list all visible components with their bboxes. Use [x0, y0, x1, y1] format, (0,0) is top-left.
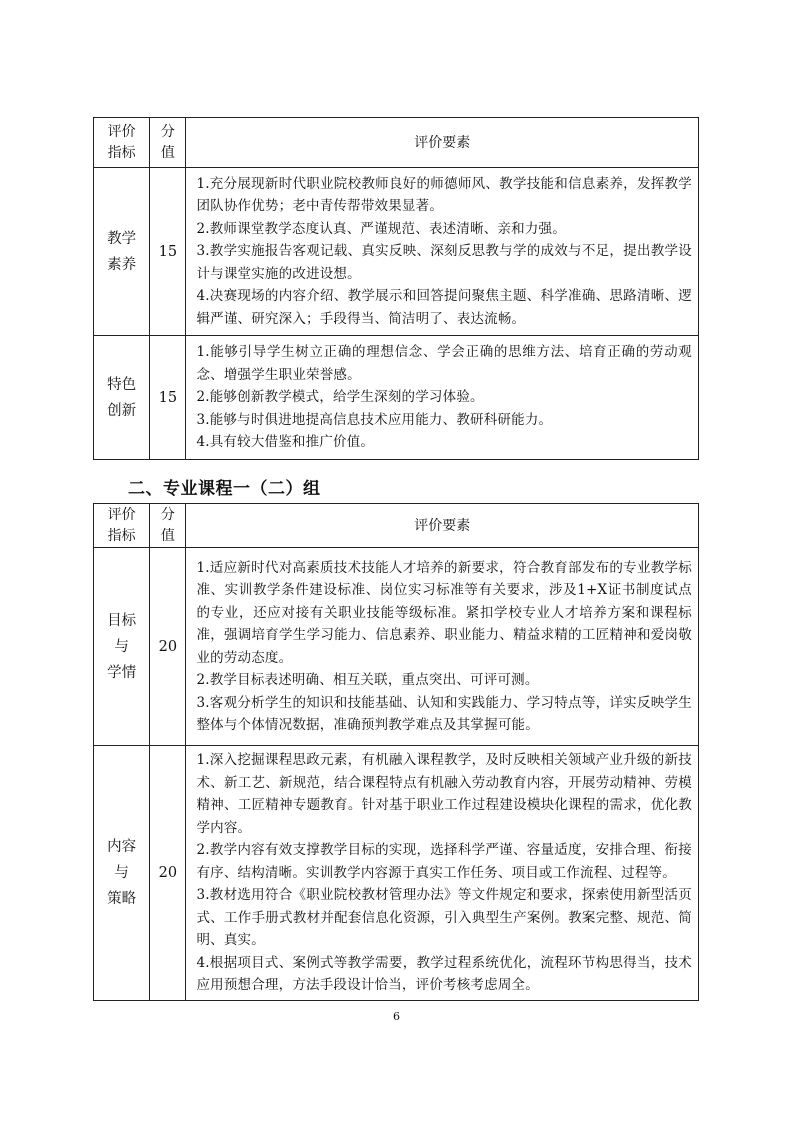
- header-score: 分 值: [150, 504, 186, 548]
- score-cell: 15: [150, 168, 186, 336]
- page-number: 6: [393, 1010, 400, 1023]
- table-row: [94, 548, 699, 746]
- requirement-item: 1.深入挖掘课程思政元素，有机融入课程教学，及时反映相关领域产业升级的新技术、新工艺、新规范，结合课程特点有机融入劳动教育内容，开展劳动精神、劳模精神、工匠精神专题教育。针对基于职业工作过程建设模块化课程的需求，优化教学内容。: [196, 752, 692, 836]
- header-indicator: 评价 指标: [94, 504, 150, 548]
- indicator-cell: 内容 与 策略: [94, 746, 150, 1001]
- header-requirements: 评价要素: [186, 118, 699, 168]
- requirement-item: 3.教材选用符合《职业院校教材管理办法》等文件规定和要求，探索使用新型活页式、工作手册式教材并配套信息化资源，引入典型生产案例。教案完整、规范、简明、真实。: [196, 887, 692, 948]
- indicator-cell: 特色 创新: [94, 336, 150, 460]
- requirements-cell: [186, 548, 699, 746]
- requirement-item: 2.教学目标表述明确、相互关联，重点突出、可评可测。: [196, 672, 539, 688]
- requirement-item: 2.教师课堂教学态度认真、严谨规范、表述清晰、亲和力强。: [196, 220, 566, 237]
- requirement-item: 1.充分展现新时代职业院校教师良好的师德师风、教学技能和信息素养，发挥教学团队协作优势；老中青传帮带效果显著。: [196, 175, 692, 215]
- indicator-cell: 教学 素养: [94, 168, 150, 336]
- requirements-cell: [186, 168, 699, 336]
- score-cell: 15: [150, 336, 186, 460]
- requirement-item: 3.教学实施报告客观记载、真实反映、深刻反思教与学的成效与不足，提出教学设计与课堂实施的改进设想。: [196, 243, 692, 282]
- requirements-cell: [186, 746, 699, 1001]
- header-indicator: 评价 指标: [94, 118, 150, 168]
- requirement-item: 2.教学内容有效支撑教学目标的实现，选择科学严谨、容量适度，安排合理、衔接有序、结构清晰。实训教学内容源于真实工作任务、项目或工作流程、过程等。: [196, 842, 692, 881]
- evaluation-table-1: [93, 117, 699, 460]
- score-cell: 20: [150, 746, 186, 1001]
- score-cell: 20: [150, 548, 186, 746]
- requirement-item: 4.具有较大借鉴和推广价值。: [196, 434, 375, 451]
- requirement-item: 1.适应新时代对高素质技术技能人才培养的新要求，符合教育部发布的专业教学标准、实训教学条件建设标准、岗位实习标准等有关要求，涉及1+X证书制度试点的专业，还应对接有关职业技能等级标准。紧扣学校专业人才培养方案和课程标准，强调培育学生学习能力、信息素养、职业能力、精益求精的工匠精神和爱岗敬业的劳动态度。: [196, 559, 692, 666]
- requirement-item: 3.能够与时俱进地提高信息技术应用能力、教研科研能力。: [196, 411, 553, 428]
- header-requirements: 评价要素: [186, 504, 699, 548]
- table-row: [94, 336, 699, 460]
- requirements-cell: [186, 336, 699, 460]
- requirement-item: 1.能够引导学生树立正确的理想信念、学会正确的思维方法、培育正确的劳动观念、增强学生职业荣誉感。: [196, 344, 692, 383]
- table-header-row: [94, 504, 699, 548]
- section-title: 二、专业课程一（二）组: [128, 479, 321, 499]
- table-header-row: [94, 118, 699, 168]
- table-row: [94, 168, 699, 336]
- requirement-item: 2.能够创新教学模式，给学生深刻的学习体验。: [196, 389, 484, 406]
- requirement-item: 3.客观分析学生的知识和技能基础、认知和实践能力、学习特点等，详实反映学生整体与个体情况数据，准确预判教学难点及其掌握可能。: [196, 694, 692, 733]
- table-row: [94, 746, 699, 1001]
- requirement-item: 4.根据项目式、案例式等教学需要，教学过程系统优化，流程环节构思得当，技术应用预想合理，方法手段设计恰当，评价考核考虑周全。: [196, 954, 692, 993]
- indicator-cell: 目标 与 学情: [94, 548, 150, 746]
- evaluation-table-2: [93, 503, 699, 1001]
- header-score: 分 值: [150, 118, 186, 168]
- requirement-item: 4.决赛现场的内容介绍、教学展示和回答提问聚焦主题、科学准确、思路清晰、逻辑严谨、研究深入；手段得当、简洁明了、表达流畅。: [196, 288, 692, 327]
